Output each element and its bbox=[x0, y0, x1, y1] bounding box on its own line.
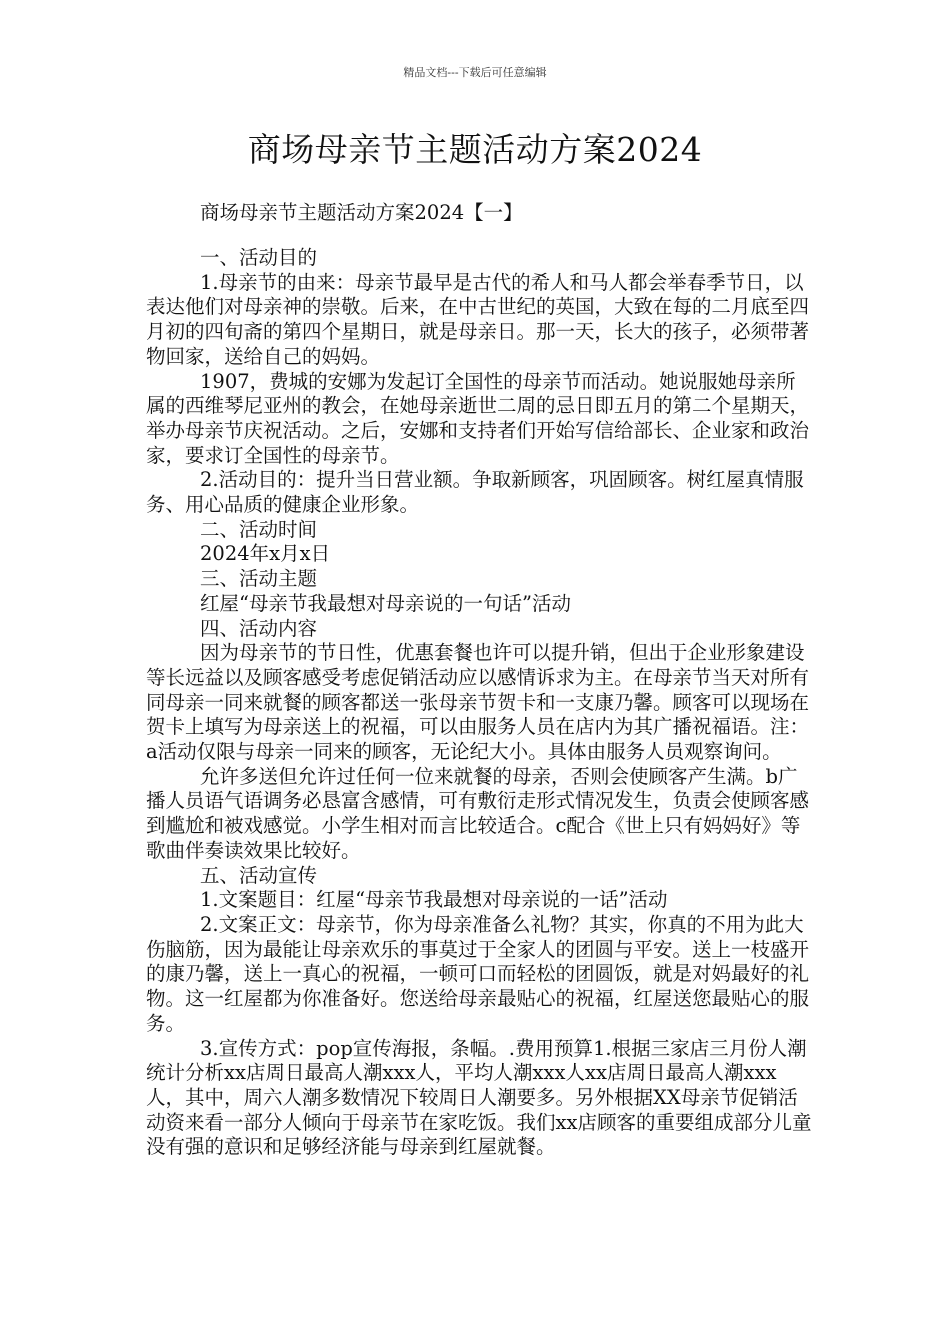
body-paragraph: 因为母亲节的节日性，优惠套餐也许可以提升销，但出于企业形象建设等长远益以及顾客感受考虑促销活动应以感情诉求为主。在母亲节当天对所有同母亲一同来就餐的顾客都送一张母亲节贺卡和一支康乃馨。顾客可以现场在贺卡上填写为母亲送上的祝福，可以由服务人员在店内为其广播祝福语。注：a活动仅限与母亲一同来的顾客，无论纪大小。具体由服务人员观察询问。 bbox=[146, 641, 810, 764]
body-paragraph: 1.文案题目：红屋“母亲节我最想对母亲说的一话”活动 bbox=[200, 888, 668, 912]
body-paragraph: 1.母亲节的由来：母亲节最早是古代的希人和马人都会举春季节日，以表达他们对母亲神的崇敬。后来，在中古世纪的英国，大致在每的二月底至四月初的四旬斋的第四个星期日，就是母亲日。那一天，长大的孩子，必须带著物回家，送给自己的妈妈。 bbox=[146, 270, 810, 368]
section-heading: 一、活动目的 bbox=[200, 246, 318, 269]
section-heading: 四、活动内容 bbox=[200, 616, 318, 640]
section-heading: 三、活动主题 bbox=[200, 567, 318, 591]
document-title: 商场母亲节主题活动方案2024 bbox=[247, 130, 703, 169]
section-heading: 二、活动时间 bbox=[200, 517, 318, 541]
body-paragraph: 2024年x月x日 bbox=[200, 542, 331, 566]
document-body bbox=[146, 246, 814, 1160]
body-paragraph: 3.宣传方式：pop宣传海报，条幅。.费用预算1.根据三家店三月份人潮统计分析xx店周日最高人潮xxx人，平均人潮xxx人xx店周日最高人潮xxx人，其中，周六人潮多数情况下较周日人潮要多。另外根据XX母亲节促销活动资来看一部分人倾向于母亲节在家吃饭。我们xx店顾客的重要组成部分儿童没有强的意识和足够经济能与母亲到红屋就餐。 bbox=[146, 1036, 812, 1159]
body-paragraph: 允许多送但允许过任何一位来就餐的母亲，否则会使顾客产生满。b广播人员语气语调务必恳富含感情，可有敷衍走形式情况发生，负责会使顾客感到尴尬和被戏感觉。小学生相对而言比较适合。c配合《世上只有妈妈好》等歌曲伴奏读效果比较好。 bbox=[146, 764, 810, 862]
body-paragraph: 1907，费城的安娜为发起订全国性的母亲节而活动。她说服她母亲所属的西维琴尼亚州的教会，在她母亲逝世二周的忌日即五月的第二个星期天，举办母亲节庆祝活动。之后，安娜和支持者们开始写信给部长、企业家和政治家，要求订全国性的母亲节。 bbox=[146, 369, 810, 467]
body-paragraph: 2.活动目的：提升当日营业额。争取新顾客，巩固顾客。树红屋真情服务、用心品质的健康企业形象。 bbox=[146, 468, 804, 517]
page-header: 精品文档---下载后可任意编辑 bbox=[403, 66, 547, 79]
body-paragraph: 红屋“母亲节我最想对母亲说的一句话”活动 bbox=[200, 591, 571, 615]
section-heading: 五、活动宣传 bbox=[200, 863, 318, 887]
document-subtitle: 商场母亲节主题活动方案2024【一】 bbox=[200, 201, 523, 224]
body-paragraph: 2.文案正文：母亲节，你为母亲准备么礼物？其实，你真的不用为此大伤脑筋，因为最能让母亲欢乐的事莫过于全家人的团圆与平安。送上一枝盛开的康乃馨，送上一真心的祝福，一顿可口而轻松的团圆饭，就是对妈最好的礼物。这一红屋都为你准备好。您送给母亲最贴心的祝福，红屋送您最贴心的服务。 bbox=[146, 912, 810, 1035]
